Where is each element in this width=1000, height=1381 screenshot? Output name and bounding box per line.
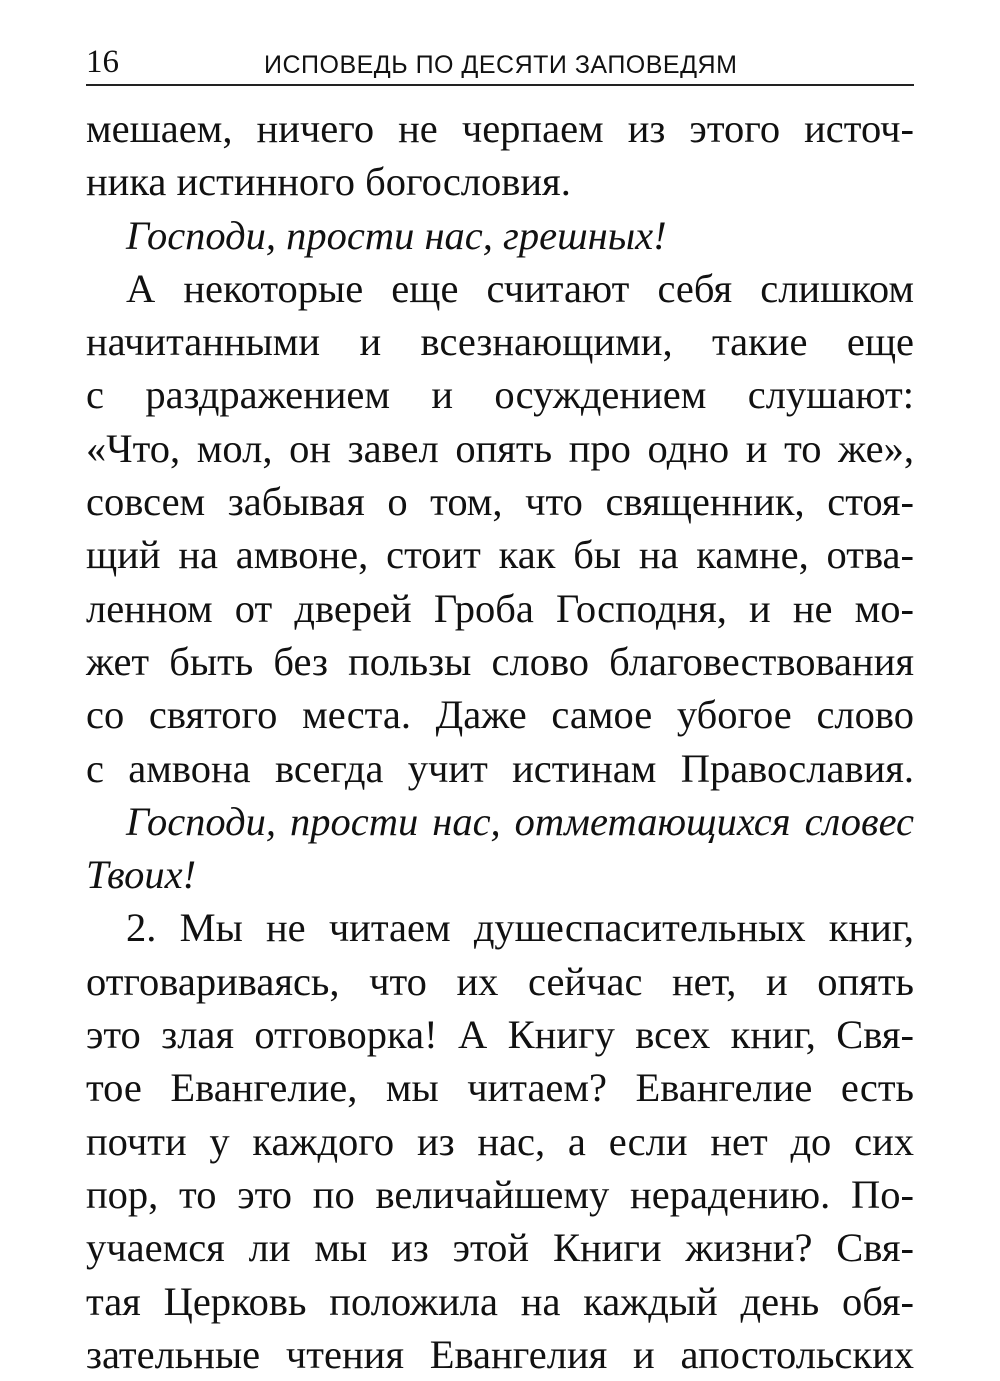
text-line: тая Церковь положила на каждый день обя- — [86, 1278, 914, 1324]
text-line: жет быть без пользы слово благовествования — [86, 638, 914, 684]
prayer-line: Господи, прости нас, отметающихся словес — [126, 798, 914, 844]
text-line: начитанными и всезнающими, такие еще — [86, 319, 914, 365]
text-line: это злая отговорка! А Книгу всех книг, Свя- — [86, 1012, 914, 1058]
text-line: тое Евангелие, мы читаем? Евангелие есть — [86, 1065, 914, 1111]
page-number: 16 — [86, 44, 119, 80]
text-line: отговариваясь, что их сейчас нет, и опять — [86, 958, 914, 1004]
text-line: с амвона всегда учит истинам Православия. — [86, 745, 914, 791]
text-line: зательные чтения Евангелия и апостольских — [86, 1331, 914, 1377]
text-line: учаемся ли мы из этой Книги жизни? Свя- — [86, 1225, 914, 1271]
body-text — [86, 102, 914, 1381]
text-line: со святого места. Даже самое убогое слово — [86, 692, 914, 738]
text-line: почти у каждого из нас, а если нет до сих — [86, 1118, 914, 1164]
text-line: 2. Мы не читаем душеспасительных книг, — [126, 905, 914, 951]
text-line: щий на амвоне, стоит как бы на камне, отва- — [86, 532, 914, 578]
text-line: «Что, мол, он завел опять про одно и то же», — [86, 425, 914, 471]
text-line: пор, то это по величайшему нерадению. По- — [86, 1171, 914, 1217]
running-header — [86, 40, 914, 86]
text-line: ника истинного богословия. — [86, 159, 571, 205]
prayer-line: Твоих! — [86, 852, 197, 898]
running-title: ИСПОВЕДЬ ПО ДЕСЯТИ ЗАПОВЕДЯМ — [264, 51, 738, 79]
text-line: А некоторые еще считают себя слишком — [126, 265, 914, 311]
prayer-line: Господи, прости нас, грешных! — [126, 212, 667, 258]
text-line: ленном от дверей Гроба Господня, и не мо- — [86, 585, 914, 631]
text-line: мешаем, ничего не черпаем из этого источ- — [86, 106, 914, 151]
text-line: совсем забывая о том, что священник, стоя- — [86, 479, 914, 525]
text-line: с раздражением и осуждением слушают: — [86, 372, 914, 418]
